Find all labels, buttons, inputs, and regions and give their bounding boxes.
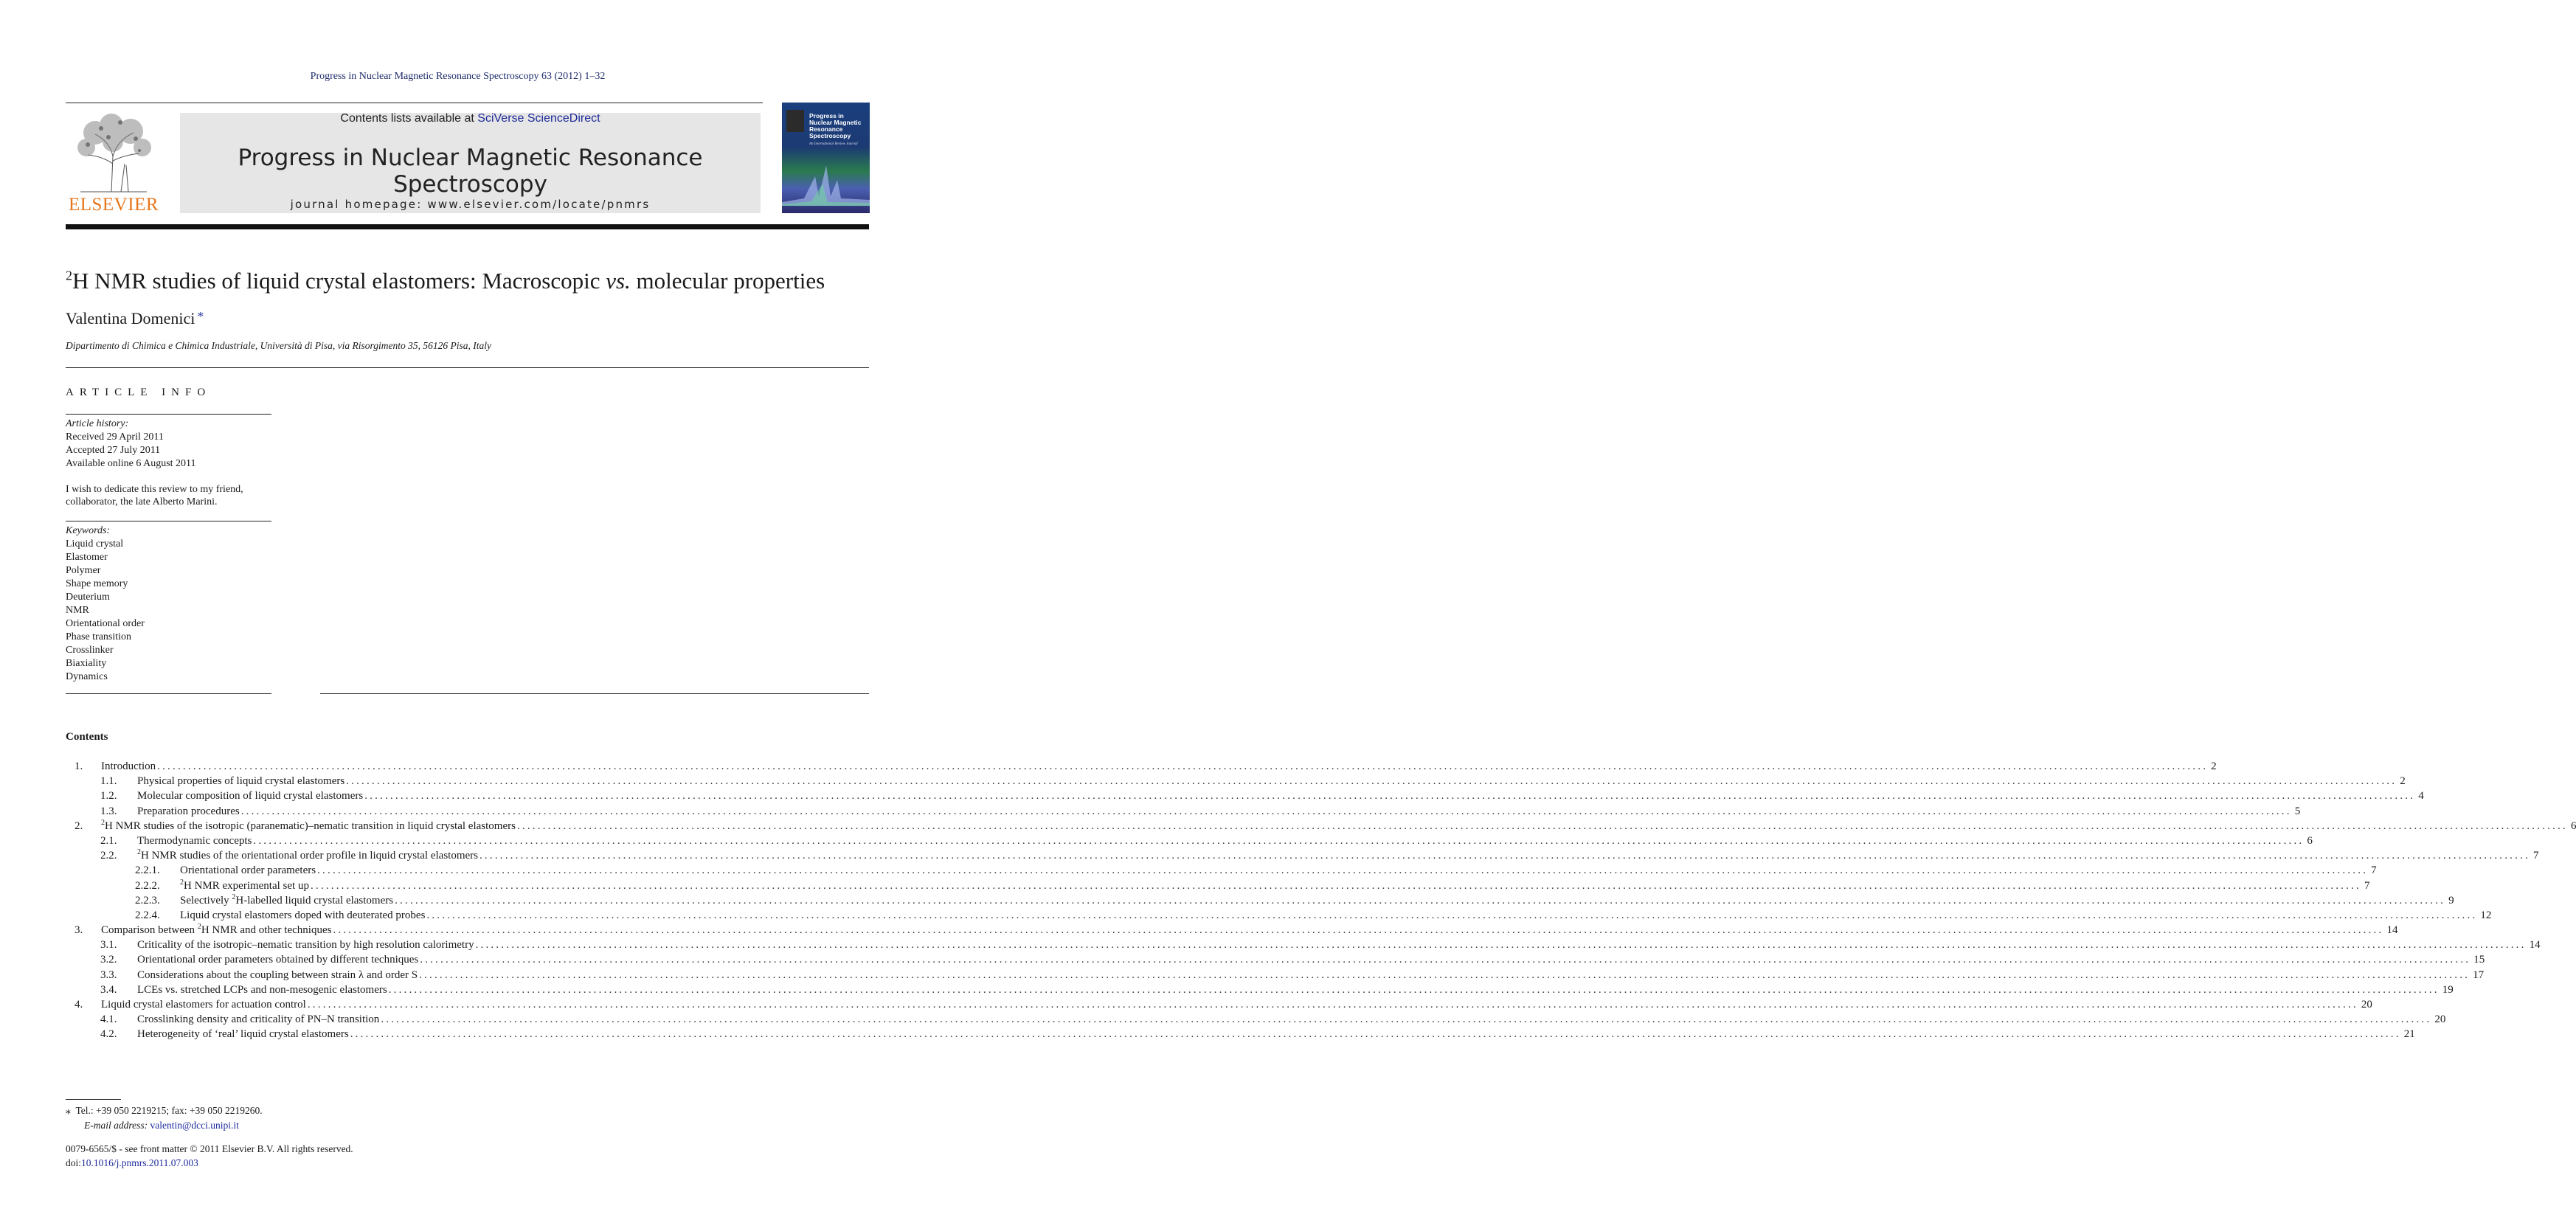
toc-entry-title[interactable] [101,820,517,833]
toc-entry-title[interactable] [137,805,241,818]
affiliation-rule [66,367,869,368]
toc-entry[interactable] [66,878,2370,895]
history-online: Available online 6 August 2011 [66,458,196,469]
history-accepted: Accepted 27 July 2011 [66,445,161,456]
toc-leader-dots: ................................................................................................................................................................................................................................................................................................................................................................................................................ [395,894,2446,907]
doi-prefix: doi: [66,1157,82,1168]
masthead-thick-rule [66,224,869,229]
toc-title-text: LCEs vs. stretched LCPs and non-mesogenic elastomers [137,983,387,996]
email-link[interactable]: valentin@dcci.unipi.it [150,1120,239,1131]
keyword: Polymer [66,565,101,576]
toc-page-number: 14 [2383,924,2397,937]
toc-leader-dots: ................................................................................................................................................................................................................................................................................................................................................................................................................ [307,999,2358,1011]
toc-entry-title[interactable] [101,760,157,773]
keyword: Dynamics [66,671,108,682]
toc-leader-dots: ................................................................................................................................................................................................................................................................................................................................................................................................................ [364,790,2416,803]
copyright-line: 0079-6565/$ - see front matter © 2011 Elsevier B.V. All rights reserved. [66,1143,353,1154]
toc-leader-dots: ................................................................................................................................................................................................................................................................................................................................................................................................................ [240,805,2292,817]
toc-entry-title[interactable] [180,895,395,907]
toc-entry-number: 2.1. [100,834,117,847]
toc-title-text: H-labelled liquid crystal elastomers [235,894,394,907]
article-info-rule-3 [66,693,271,694]
toc-entry[interactable] [66,864,2377,879]
toc-entry-number: 3.3. [100,968,117,981]
toc-leader-dots: ................................................................................................................................................................................................................................................................................................................................................................................................................ [420,954,2471,966]
title-part-2: molecular properties [630,268,825,294]
toc-entry-number: 3. [75,924,83,937]
table-of-contents [66,760,2576,1044]
article-info-heading: ARTICLE INFO [66,387,212,398]
toc-entry-title[interactable] [137,1013,381,1026]
toc-title-text: Introduction [101,760,156,772]
toc-entry-title[interactable] [101,999,308,1011]
toc-page-number: 9 [2445,895,2454,907]
toc-entry[interactable] [66,848,2539,864]
toc-page-number: 19 [2440,984,2454,997]
toc-entry-title[interactable] [137,835,253,848]
toc-entry-title[interactable] [137,939,476,952]
toc-title-text: Crosslinking density and criticality of PN–N transition [137,1013,380,1026]
keyword: Shape memory [66,578,128,589]
author-line [66,309,204,328]
footnote-email [66,1118,263,1133]
title-part-1: H NMR studies of liquid crystal elastomers: Macroscopic [72,268,606,294]
dedication: I wish to dedicate this review to my friend, collaborator, the late Alberto Marini. [66,484,243,507]
toc-entry[interactable] [66,983,2454,999]
journal-homepage[interactable]: journal homepage: www.elsevier.com/locate/pnmrs [290,198,651,211]
elsevier-wordmark: ELSEVIER [68,195,159,215]
toc-leader-dots: ................................................................................................................................................................................................................................................................................................................................................................................................................ [475,939,2527,952]
keyword: Deuterium [66,592,110,603]
toc-title-text: H NMR experimental set up [184,879,309,892]
toc-title-text: Orientational order parameters obtained by different techniques [137,954,419,966]
toc-title-text: Liquid crystal elastomers doped with deuterated probes [180,909,426,921]
journal-cover [782,103,870,213]
toc-title-text: Selectively [180,894,232,907]
cover-subtitle: An International Review Journal [809,142,858,146]
toc-page-number: 4 [2415,790,2424,803]
toc-title-text: H NMR and other techniques [201,924,332,937]
toc-page-number: 17 [2470,969,2484,982]
keyword: Orientational order [66,618,145,629]
toc-leader-dots: ................................................................................................................................................................................................................................................................................................................................................................................................................ [253,834,2305,847]
article-info-rule-1 [66,414,271,415]
toc-title-text: Considerations about the coupling between strain λ and order S [137,968,418,981]
toc-entry[interactable] [66,834,2313,850]
toc-title-text: Heterogeneity of ‘real’ liquid crystal elastomers [137,1028,349,1041]
toc-entry-number: 2.2.4. [135,909,160,921]
toc-leader-dots: ................................................................................................................................................................................................................................................................................................................................................................................................................ [333,924,2384,937]
toc-page-number: 6 [2568,820,2576,833]
toc-entry-number: 1.3. [100,805,117,817]
toc-entry[interactable] [66,999,2372,1013]
toc-leader-dots: ................................................................................................................................................................................................................................................................................................................................................................................................................ [346,775,2397,788]
toc-page-number: 20 [2358,999,2372,1011]
toc-entry-number: 4.1. [100,1013,117,1026]
toc-entry-title[interactable] [137,954,420,966]
toc-entry[interactable] [66,760,2217,775]
toc-entry[interactable] [66,893,2454,909]
footnote-rule [66,1099,121,1100]
toc-leader-dots: ................................................................................................................................................................................................................................................................................................................................................................................................................ [317,864,2369,877]
contents-heading: Contents [66,731,108,743]
elsevier-logo [66,112,162,215]
toc-entry-title[interactable] [137,984,389,997]
toc-page-number: 6 [2304,835,2313,848]
toc-leader-dots: ................................................................................................................................................................................................................................................................................................................................................................................................................ [388,983,2440,996]
running-header: Progress in Nuclear Magnetic Resonance Spectroscopy 63 (2012) 1–32 [310,71,606,82]
keywords-label: Keywords: [66,525,111,536]
keyword: NMR [66,605,89,616]
toc-entry-title[interactable] [137,969,419,982]
contents-availability [180,112,761,125]
toc-entry-title[interactable] [180,880,311,893]
toc-title-text: Liquid crystal elastomers for actuation control [101,999,306,1011]
article-title [66,268,877,294]
cover-publisher-logo [786,110,804,132]
toc-entry[interactable] [66,1028,2415,1043]
sciencedirect-link[interactable]: SciVerse ScienceDirect [477,112,600,125]
toc-entry-number: 2. [75,819,83,832]
article-history [66,417,196,471]
toc-title-text: Orientational order parameters [180,864,316,877]
toc-entry[interactable] [66,939,2541,954]
keywords [66,524,145,684]
toc-entry-number: 3.4. [100,983,117,996]
toc-page-number: 20 [2431,1013,2445,1026]
history-label: Article history: [66,418,129,429]
toc-page-number: 21 [2401,1028,2415,1041]
toc-entry[interactable] [66,968,2485,984]
toc-title-superscript: 2 [232,893,236,901]
keyword: Phase transition [66,631,132,642]
title-vs: vs. [606,268,631,294]
author-name[interactable]: Valentina Domenici [66,309,195,327]
toc-entry[interactable] [66,909,2492,924]
toc-entry-title[interactable] [137,790,364,803]
keyword: Liquid crystal [66,538,124,550]
toc-page-number: 12 [2477,909,2491,922]
elsevier-tree-icon [66,112,162,193]
footnote-contact [66,1103,263,1118]
toc-title-text: Molecular composition of liquid crystal elastomers [137,790,364,803]
toc-entry-number: 3.1. [100,939,117,952]
toc-entry-number: 1.1. [100,775,117,788]
toc-leader-dots: ................................................................................................................................................................................................................................................................................................................................................................................................................ [157,760,2209,772]
toc-entry[interactable] [66,954,2485,968]
toc-title-superscript: 2 [101,818,105,827]
email-label: E-mail address: [84,1120,150,1131]
toc-title-superscript: 2 [137,848,141,857]
toc-page-number: 5 [2292,805,2301,818]
cover-spectrum-image [782,162,870,206]
toc-entry-number: 4.2. [100,1028,117,1041]
toc-title-text: Comparison between [101,924,198,937]
doi-line [66,1156,353,1170]
toc-entry-title[interactable] [137,1028,350,1041]
keyword: Elastomer [66,552,108,563]
toc-entry-number: 2.2.3. [135,894,160,907]
cover-title: Progress in Nuclear Magnetic Resonance Spectroscopy [809,112,862,139]
toc-page-number: 2 [2208,760,2217,773]
footnote-tel: Tel.: +39 050 2219215; fax: +39 050 2219260. [75,1105,263,1116]
toc-entry-title[interactable] [137,775,346,788]
affiliation: Dipartimento di Chimica e Chimica Industriale, Università di Pisa, via Risorgimento 35, 56126 Pisa, Italy [66,340,491,351]
toc-entry[interactable] [66,775,2406,790]
toc-entry-title[interactable] [101,924,333,937]
doi-link[interactable]: 10.1016/j.pnmrs.2011.07.003 [81,1157,198,1168]
author-footnote-mark[interactable]: * [197,309,204,324]
toc-title-superscript: 2 [197,923,201,932]
toc-title-text: Physical properties of liquid crystal elastomers [137,775,345,788]
toc-entry-title[interactable] [180,864,317,877]
history-received: Received 29 April 2011 [66,431,164,443]
toc-entry-number: 2.2.1. [135,864,160,877]
toc-entry[interactable] [66,923,2398,939]
toc-entry[interactable] [66,1013,2446,1028]
toc-title-text: Preparation procedures [137,805,240,817]
toc-entry-number: 2.2.2. [135,879,160,892]
toc-entry[interactable] [66,818,2576,835]
toc-title-text: Thermodynamic concepts [137,834,252,847]
footnote-mark: ⁎ [66,1105,71,1116]
toc-title-text: H NMR studies of the orientational order profile in liquid crystal elastomers [141,850,478,862]
toc-leader-dots: ................................................................................................................................................................................................................................................................................................................................................................................................................ [350,1028,2401,1041]
toc-title-text: H NMR studies of the isotropic (paranematic)–nematic transition in liquid crystal elastomers [105,819,516,832]
toc-title-superscript: 2 [180,878,184,887]
toc-entry-title[interactable] [137,850,479,862]
toc-page-number: 15 [2471,954,2485,966]
toc-page-number: 7 [2361,880,2370,893]
toc-entry-title[interactable] [180,909,426,922]
toc-page-number: 2 [2397,775,2406,788]
toc-leader-dots: ................................................................................................................................................................................................................................................................................................................................................................................................................ [419,968,2471,981]
toc-entry-number: 1. [75,760,83,772]
toc-entry-number: 3.2. [100,954,117,966]
journal-title: Progress in Nuclear Magnetic Resonance Spectroscopy [238,145,703,198]
toc-page-number: 14 [2527,939,2541,952]
keyword: Biaxiality [66,658,107,669]
keyword: Crosslinker [66,645,114,656]
toc-leader-dots: ................................................................................................................................................................................................................................................................................................................................................................................................................ [426,909,2478,921]
toc-page-number: 7 [2368,864,2377,877]
abstract-rule [320,693,869,694]
toc-leader-dots: ................................................................................................................................................................................................................................................................................................................................................................................................................ [381,1013,2432,1026]
toc-title-text: Criticality of the isotropic–nematic transition by high resolution calorimetry [137,939,474,952]
toc-leader-dots: ................................................................................................................................................................................................................................................................................................................................................................................................................ [516,819,2568,832]
title-superscript: 2 [66,268,72,283]
contents-prefix: Contents lists available at [340,112,478,125]
toc-entry[interactable] [66,790,2424,805]
toc-page-number: 7 [2530,850,2539,862]
toc-leader-dots: ................................................................................................................................................................................................................................................................................................................................................................................................................ [479,850,2530,862]
toc-leader-dots: ................................................................................................................................................................................................................................................................................................................................................................................................................ [310,879,2361,892]
toc-entry[interactable] [66,805,2301,820]
toc-entry-number: 2.2. [100,850,117,862]
toc-entry-number: 1.2. [100,790,117,803]
copyright-block [66,1142,353,1170]
footnote [66,1103,263,1133]
toc-entry-number: 4. [75,999,83,1011]
